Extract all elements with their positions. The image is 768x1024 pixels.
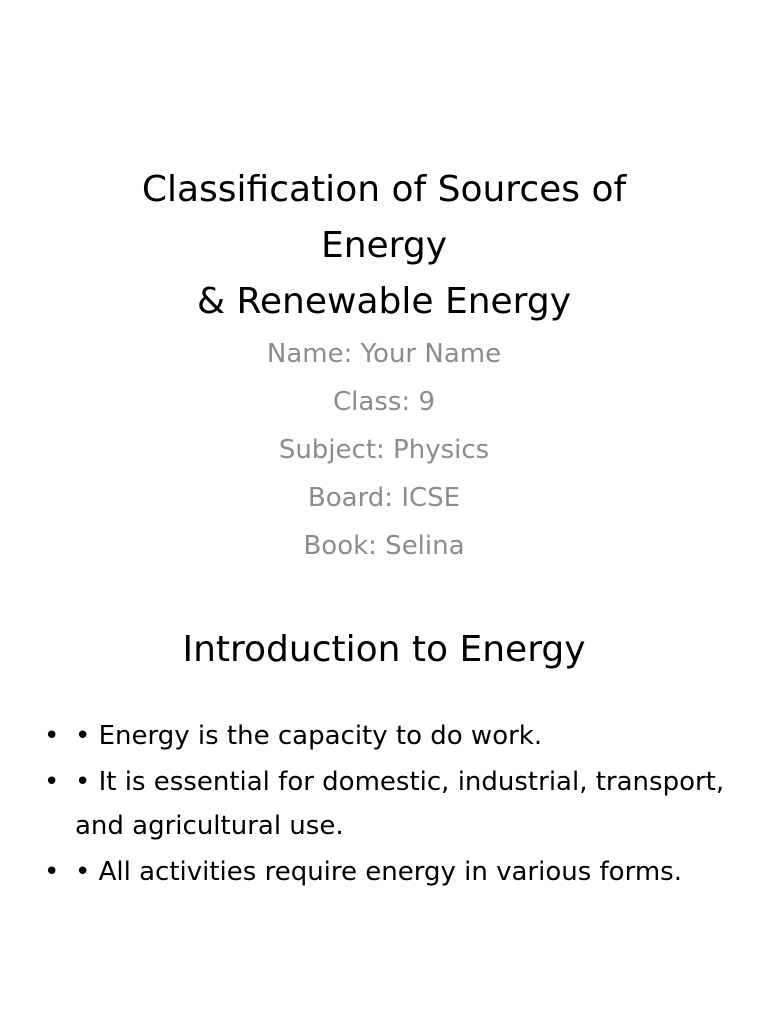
bullet-marker: • [44,721,60,751]
list-item [44,850,734,894]
cover-details [0,330,768,570]
detail-subject: Subject: Physics [278,435,490,465]
bullet-text: • Energy is the capacity to do work. [75,721,543,751]
detail-class: Class: 9 [333,387,435,417]
cover-title-line-1: Classification of Sources of [141,169,627,210]
detail-name: Name: Your Name [266,339,502,369]
bullet-list [44,714,734,896]
cover-title [0,162,768,330]
cover-title-line-3: & Renewable Energy [196,281,571,322]
bullet-text: • All activities require energy in various forms. [75,857,682,887]
bullet-text: • It is essential for domestic, industrial, transport, and agricultural use. [75,767,725,841]
detail-book: Book: Selina [303,531,465,561]
section-heading: Introduction to Energy [182,629,586,670]
list-item [44,714,734,758]
cover-title-line-2: Energy [320,225,448,266]
detail-board: Board: ICSE [307,483,461,513]
bullet-marker: • [44,767,60,797]
list-item [44,760,734,848]
bullet-marker: • [44,857,60,887]
